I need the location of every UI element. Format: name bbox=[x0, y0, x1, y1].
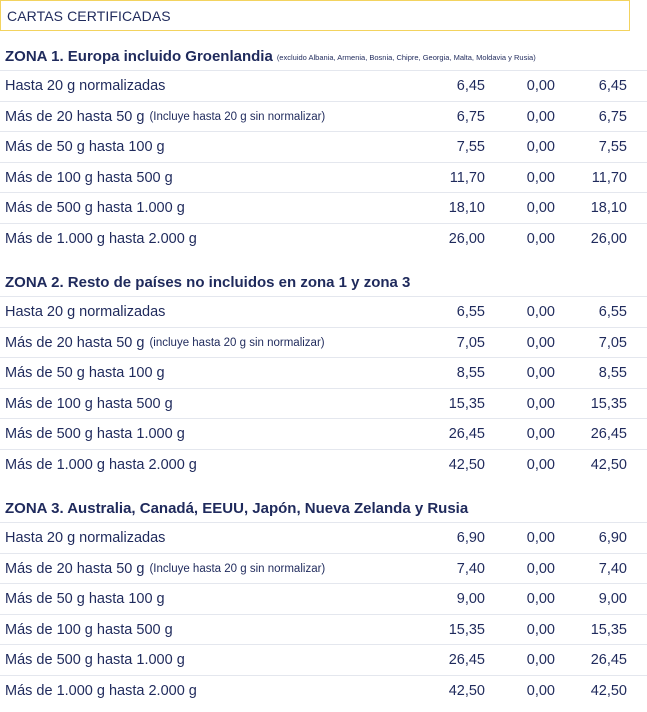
price-total: 15,35 bbox=[590, 621, 627, 638]
row-label bbox=[5, 584, 165, 614]
table-row bbox=[0, 388, 647, 419]
row-label bbox=[5, 523, 165, 553]
price-total: 6,75 bbox=[598, 108, 627, 125]
table-row bbox=[0, 192, 647, 223]
price-total: 15,35 bbox=[590, 395, 627, 412]
row-label bbox=[5, 102, 325, 132]
price-tax: 0,00 bbox=[526, 652, 555, 668]
price-total: 7,05 bbox=[598, 334, 627, 351]
price-total: 18,10 bbox=[590, 200, 627, 216]
zone-title-text: ZONA 1. Europa incluido Groenlandia bbox=[5, 47, 273, 65]
price-base: 7,55 bbox=[456, 139, 485, 155]
price-base: 26,00 bbox=[448, 230, 485, 247]
row-label-text: Más de 100 g hasta 500 g bbox=[5, 169, 173, 186]
row-label bbox=[5, 645, 185, 675]
table-row bbox=[0, 614, 647, 645]
row-sublabel: (Incluye hasta 20 g sin normalizar) bbox=[149, 110, 326, 123]
price-total: 42,50 bbox=[590, 682, 627, 699]
zone-3 bbox=[0, 494, 647, 705]
price-base: 7,40 bbox=[456, 560, 485, 577]
zone-title-text: ZONA 3. Australia, Canadá, EEUU, Japón, Nueva Zelanda y Rusia bbox=[5, 499, 469, 517]
table-row bbox=[0, 522, 647, 553]
table-row bbox=[0, 553, 647, 584]
table-row bbox=[0, 223, 647, 254]
row-label-text: Más de 100 g hasta 500 g bbox=[5, 621, 173, 638]
row-label-text: Hasta 20 g normalizadas bbox=[5, 304, 166, 320]
price-total: 26,45 bbox=[590, 652, 627, 668]
row-label-text: Más de 1.000 g hasta 2.000 g bbox=[5, 456, 197, 473]
price-base: 6,55 bbox=[456, 304, 485, 320]
price-base: 15,35 bbox=[448, 395, 485, 412]
row-label-text: Más de 1.000 g hasta 2.000 g bbox=[5, 682, 197, 699]
price-total: 9,00 bbox=[598, 591, 627, 607]
price-base: 26,45 bbox=[448, 426, 485, 442]
row-sublabel: (Incluye hasta 20 g sin normalizar) bbox=[149, 562, 326, 575]
row-label-text: Más de 500 g hasta 1.000 g bbox=[5, 652, 185, 668]
row-sublabel: (incluye hasta 20 g sin normalizar) bbox=[149, 336, 325, 349]
price-base: 18,10 bbox=[448, 200, 485, 216]
price-base: 42,50 bbox=[448, 456, 485, 473]
table-row bbox=[0, 418, 647, 449]
section-title: CARTAS CERTIFICADAS bbox=[7, 7, 171, 24]
row-label bbox=[5, 328, 325, 358]
price-tax: 0,00 bbox=[526, 591, 555, 607]
price-total: 6,55 bbox=[598, 304, 627, 320]
price-tax: 0,00 bbox=[526, 78, 555, 94]
price-tax: 0,00 bbox=[526, 530, 555, 546]
row-label-text: Más de 500 g hasta 1.000 g bbox=[5, 200, 185, 216]
zone-title bbox=[0, 494, 647, 522]
row-label bbox=[5, 554, 325, 584]
price-total: 7,40 bbox=[598, 560, 627, 577]
row-label-text: Más de 50 g hasta 100 g bbox=[5, 139, 165, 155]
price-total: 11,70 bbox=[591, 169, 627, 186]
row-label bbox=[5, 193, 185, 223]
price-total: 26,00 bbox=[590, 230, 627, 247]
table-row bbox=[0, 296, 647, 327]
price-base: 6,45 bbox=[456, 78, 485, 94]
table-row bbox=[0, 357, 647, 388]
row-label-text: Más de 1.000 g hasta 2.000 g bbox=[5, 230, 197, 247]
row-label bbox=[5, 450, 197, 480]
table-row bbox=[0, 101, 647, 132]
table-row bbox=[0, 675, 647, 706]
zone-title bbox=[0, 42, 647, 70]
price-base: 11,70 bbox=[449, 169, 485, 186]
price-base: 8,55 bbox=[456, 365, 485, 381]
price-tax: 0,00 bbox=[526, 426, 555, 442]
row-label-text: Más de 20 hasta 50 g bbox=[5, 334, 145, 351]
price-total: 6,90 bbox=[598, 530, 627, 546]
row-label bbox=[5, 615, 173, 645]
zone-note: (excluido Albania, Armenia, Bosnia, Chipre, Georgia, Malta, Moldavia y Rusia) bbox=[276, 52, 536, 62]
row-label bbox=[5, 358, 165, 388]
table-row bbox=[0, 449, 647, 480]
price-tax: 0,00 bbox=[526, 304, 555, 320]
price-total: 8,55 bbox=[598, 365, 627, 381]
price-total: 42,50 bbox=[590, 456, 627, 473]
row-label bbox=[5, 297, 165, 327]
price-tax: 0,00 bbox=[526, 560, 555, 577]
zone-1 bbox=[0, 42, 647, 253]
zone-title-text: ZONA 2. Resto de países no incluidos en zona 1 y zona 3 bbox=[5, 273, 411, 291]
row-label-text: Más de 100 g hasta 500 g bbox=[5, 395, 173, 412]
row-label-text: Hasta 20 g normalizadas bbox=[5, 530, 166, 546]
price-tax: 0,00 bbox=[526, 334, 555, 351]
table-row bbox=[0, 644, 647, 675]
price-base: 7,05 bbox=[456, 334, 485, 351]
price-tax: 0,00 bbox=[526, 230, 555, 247]
table-row bbox=[0, 327, 647, 358]
row-label bbox=[5, 389, 173, 419]
price-base: 26,45 bbox=[448, 652, 485, 668]
price-tax: 0,00 bbox=[526, 365, 555, 381]
row-label bbox=[5, 163, 173, 193]
price-tax: 0,00 bbox=[526, 395, 555, 412]
row-label-text: Más de 500 g hasta 1.000 g bbox=[5, 426, 185, 442]
price-base: 42,50 bbox=[448, 682, 485, 699]
price-tax: 0,00 bbox=[526, 200, 555, 216]
table-row bbox=[0, 70, 647, 101]
section-header bbox=[0, 0, 630, 31]
price-total: 26,45 bbox=[590, 426, 627, 442]
row-label-text: Más de 20 hasta 50 g bbox=[5, 560, 145, 577]
row-label bbox=[5, 71, 165, 101]
price-base: 9,00 bbox=[456, 591, 485, 607]
price-base: 6,75 bbox=[456, 108, 485, 125]
price-base: 15,35 bbox=[448, 621, 485, 638]
row-label-text: Más de 20 hasta 50 g bbox=[5, 108, 145, 125]
zone-2 bbox=[0, 268, 647, 479]
row-label-text: Más de 50 g hasta 100 g bbox=[5, 365, 165, 381]
price-base: 6,90 bbox=[456, 530, 485, 546]
price-tax: 0,00 bbox=[526, 456, 555, 473]
price-tax: 0,00 bbox=[526, 139, 555, 155]
row-label-text: Más de 50 g hasta 100 g bbox=[5, 591, 165, 607]
table-row bbox=[0, 162, 647, 193]
row-label bbox=[5, 132, 165, 162]
price-total: 7,55 bbox=[598, 139, 627, 155]
price-tax: 0,00 bbox=[526, 169, 555, 186]
table-row bbox=[0, 583, 647, 614]
price-tax: 0,00 bbox=[526, 682, 555, 699]
row-label-text: Hasta 20 g normalizadas bbox=[5, 78, 166, 94]
row-label bbox=[5, 676, 197, 706]
price-tax: 0,00 bbox=[526, 108, 555, 125]
table-row bbox=[0, 131, 647, 162]
row-label bbox=[5, 419, 185, 449]
zone-title bbox=[0, 268, 647, 296]
price-tax: 0,00 bbox=[526, 621, 555, 638]
price-total: 6,45 bbox=[598, 78, 627, 94]
row-label bbox=[5, 224, 197, 254]
